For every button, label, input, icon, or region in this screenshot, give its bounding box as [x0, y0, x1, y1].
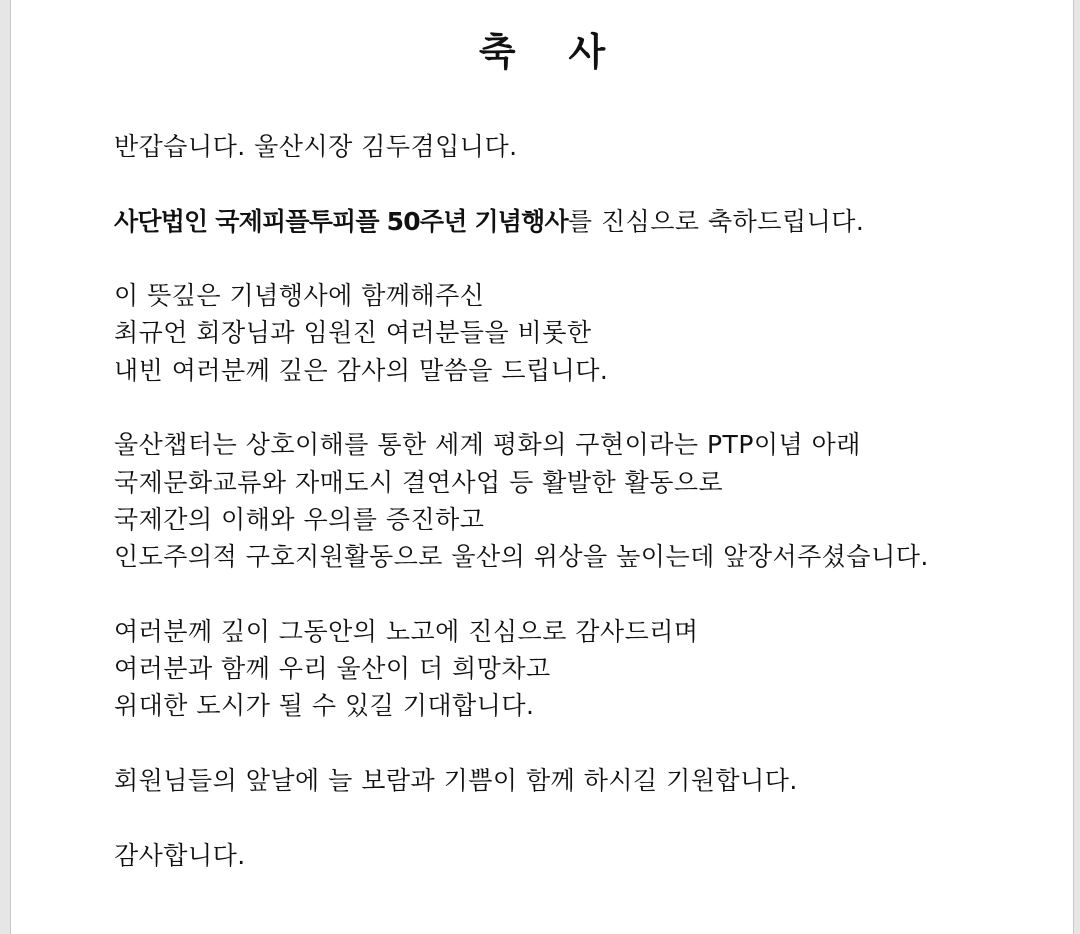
- paragraph-line: 위대한 도시가 될 수 있길 기대합니다.: [114, 691, 535, 721]
- congratulation-rest: 를 진심으로 축하드립니다.: [567, 206, 865, 236]
- document-title: 축 사: [478, 30, 606, 74]
- paragraph-line: 내빈 여러분께 깊은 감사의 말씀을 드립니다.: [114, 355, 609, 385]
- blank-line: [114, 389, 1053, 426]
- paragraph-line: 국제문화교류와 자매도시 결연사업 등 활발한 활동으로: [114, 467, 724, 497]
- paragraph-line: 이 뜻깊은 기념행사에 함께해주신: [114, 281, 485, 311]
- paragraph-line: 인도주의적 구호지원활동으로 울산의 위상을 높이는데 앞장서주셨습니다.: [114, 542, 929, 572]
- document-page: [10, 0, 1074, 934]
- paragraph-line: 최규언 회장님과 임원진 여러분들을 비롯한: [114, 318, 592, 348]
- blank-line: [114, 240, 1053, 277]
- paragraph-line: 울산챕터는 상호이해를 통한 세계 평화의 구현이라는 PTP이념 아래: [114, 430, 861, 460]
- paragraph-line: 여러분께 깊이 그동안의 노고에 진심으로 감사드리며: [114, 616, 699, 646]
- blank-line: [114, 576, 1053, 613]
- greeting-line: 반갑습니다. 울산시장 김두겸입니다.: [114, 132, 518, 161]
- closing-line: 감사합니다.: [114, 840, 246, 870]
- congratulation-line: [114, 203, 1053, 240]
- paragraph-line: 국제간의 이해와 우의를 증진하고: [114, 504, 485, 534]
- blank-line: [114, 799, 1053, 836]
- wish-line: 회원님들의 앞날에 늘 보람과 기쁨이 함께 하시길 기원합니다.: [114, 766, 798, 796]
- document-body: [114, 128, 1053, 874]
- event-name-bold: 사단법인 국제피플투피플 50주년 기념행사: [114, 206, 568, 236]
- paragraph-line: 여러분과 함께 우리 울산이 더 희망차고: [114, 654, 551, 684]
- blank-line: [114, 725, 1053, 762]
- blank-line: [114, 165, 1053, 202]
